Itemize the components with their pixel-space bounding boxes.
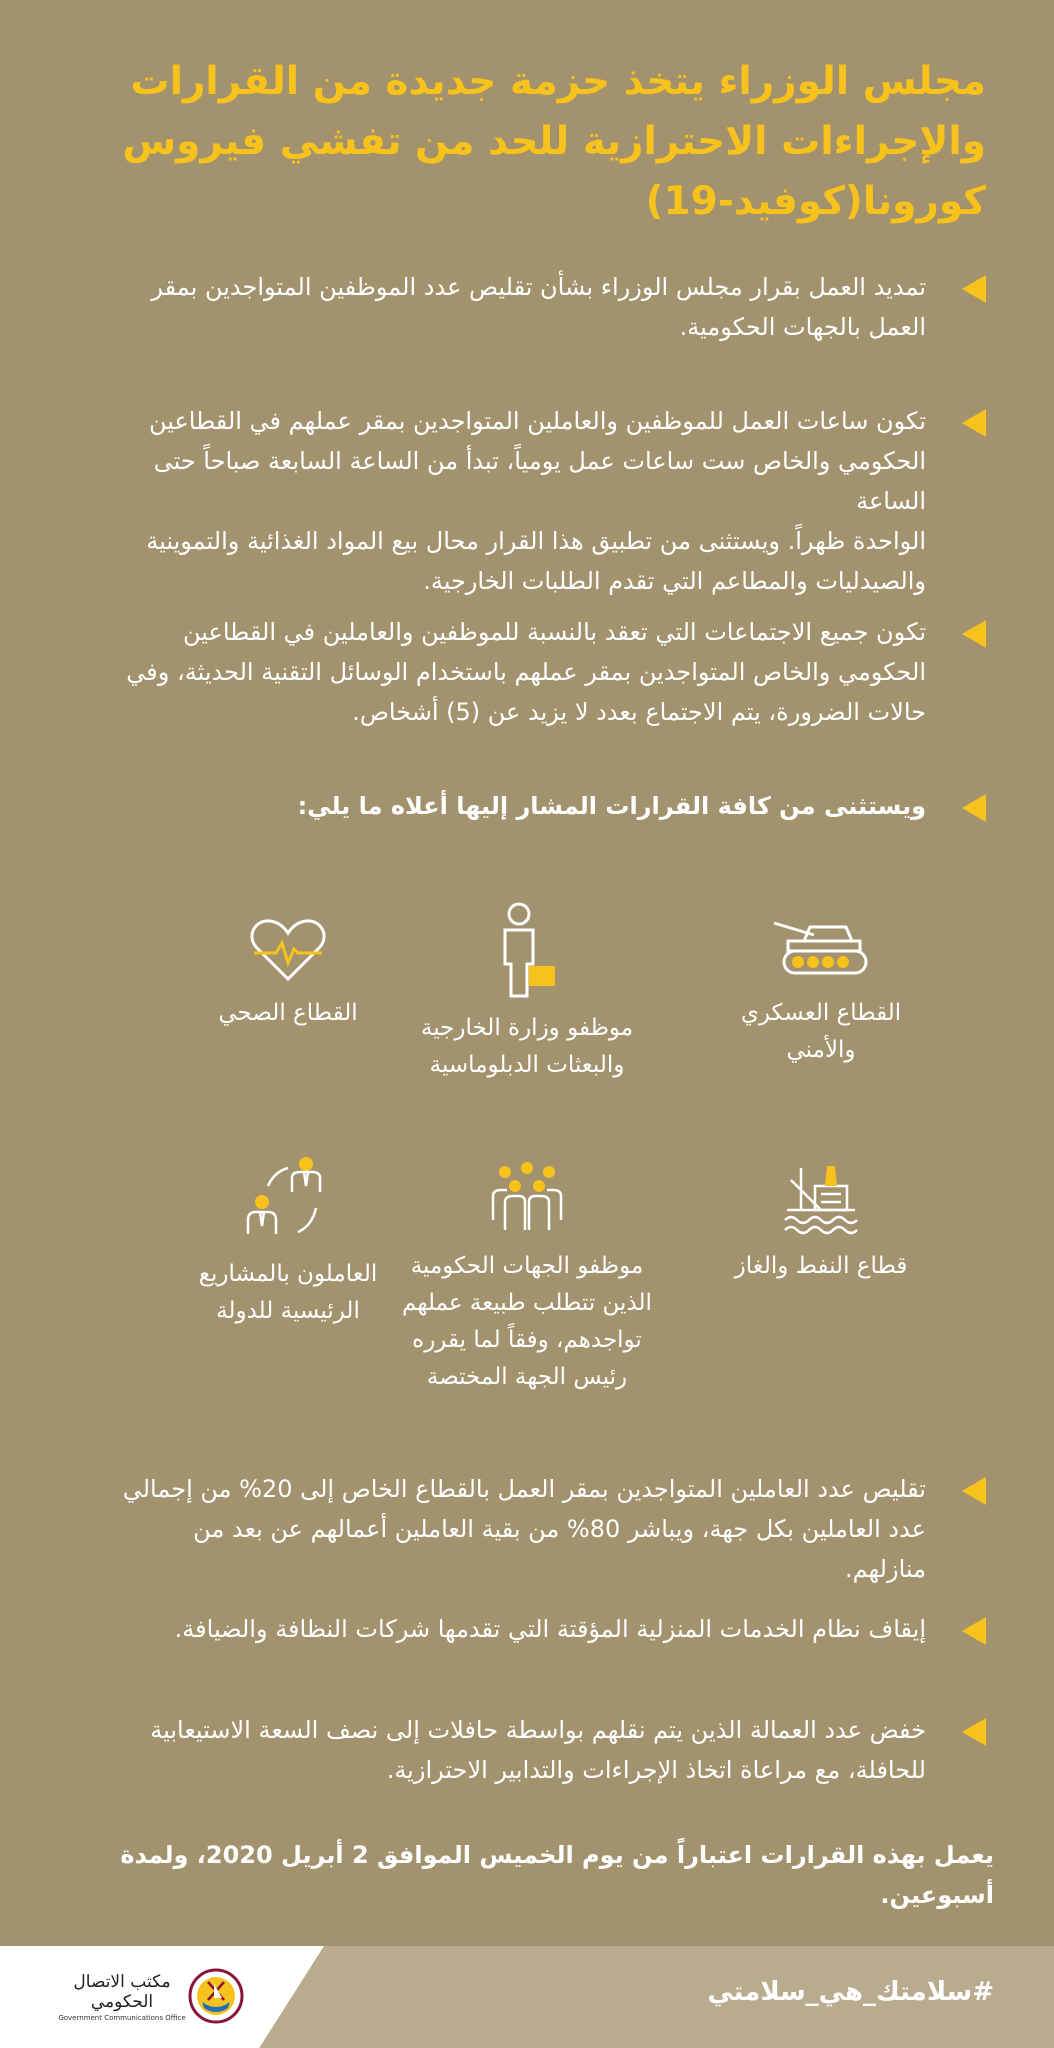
exemption-oil-gas [671, 1160, 971, 1285]
bullet-line: الحكومي والخاص ست ساعات عمل يومياً، تبدأ من الساعة السابعة صباحاً حتى الساعة [153, 447, 926, 515]
exemption-line: تواجدهم، وفقاً لما يقرره [412, 1327, 642, 1353]
exemption-label [671, 995, 971, 1069]
title-line: مجلس الوزراء يتخذ حزمة جديدة من القرارات [130, 59, 986, 104]
exemption-line: القطاع العسكري [740, 1000, 902, 1026]
bullet-line: تكون ساعات العمل للموظفين والعاملين المتواجدين بمقر عملهم في القطاعين [148, 407, 926, 435]
bullet-line: عدد العاملين بكل جهة، ويباشر 80% من بقية العاملين أعمالهم عن بعد من منازلهم. [193, 1515, 926, 1583]
decision-bullet-7 [26, 1710, 986, 1790]
oil-rig-icon [781, 1160, 861, 1238]
bullet-text [175, 1609, 926, 1649]
bullet-line: إيقاف نظام الخدمات المنزلية المؤقتة التي تقدمها شركات النظافة والضيافة. [174, 1615, 926, 1643]
decision-bullet-2 [26, 401, 986, 601]
group-icon [487, 1160, 567, 1238]
gco-logo-arabic: مكتب الاتصال الحكومي [73, 1972, 171, 2012]
heart-pulse-icon [248, 915, 328, 985]
bullet-line: الحكومي والخاص المتواجدين بمقر عملهم باستخدام الوسائل التقنية الحديثة، وفي [126, 658, 926, 686]
bullet-arrow-icon [960, 409, 986, 437]
title-line: كورونا(كوفيد-19) [645, 179, 986, 224]
decision-bullet-1 [26, 267, 986, 347]
exemption-health [138, 915, 438, 1032]
bullet-arrow-icon [960, 1477, 986, 1505]
bullet-text [106, 401, 926, 601]
bullet-line: والصيدليات والمطاعم التي تقدم الطلبات الخارجية. [423, 567, 926, 595]
bullet-arrow-icon [960, 794, 986, 822]
bullet-line: تقليص عدد العاملين المتواجدين بمقر العمل بالقطاع الخاص إلى 20% من إجمالي [122, 1475, 926, 1503]
exemption-label [138, 1256, 438, 1330]
decision-bullet-4 [26, 786, 986, 826]
bullet-line: خفض عدد العمالة الذين يتم نقلهم بواسطة حافلات إلى نصف السعة الاستيعابية [150, 1716, 926, 1744]
decision-bullet-3 [26, 612, 986, 732]
exemption-line: الرئيسية للدولة [216, 1298, 360, 1324]
bullet-text [106, 1469, 926, 1589]
bullet-text [151, 267, 926, 347]
exemption-line: والأمني [786, 1037, 856, 1063]
exemption-line: موظفو الجهات الحكومية [410, 1253, 644, 1279]
bullet-arrow-icon [960, 620, 986, 648]
bullet-line: حالات الضرورة، يتم الاجتماع بعدد لا يزيد عن (5) أشخاص. [352, 698, 926, 726]
gco-logo-english: Government Communications Office [58, 2014, 186, 2022]
exemption-line: العاملون بالمشاريع [198, 1261, 378, 1287]
bullet-line: للحافلة، مع مراعاة اتخاذ الإجراءات والتدابير الاحترازية. [386, 1756, 926, 1784]
bullet-line: تمديد العمل بقرار مجلس الوزراء بشأن تقليص عدد الموظفين المتواجدين بمقر [151, 273, 926, 301]
decision-bullet-6 [26, 1609, 986, 1649]
bullet-line: ويستثنى من كافة القرارات المشار إليها أعلاه ما يلي: [297, 792, 926, 820]
bullet-text [126, 612, 926, 732]
hashtag[interactable]: #سلامتك_هي_سلامتي [707, 1977, 994, 2007]
exemption-label [138, 995, 438, 1032]
gco-logo [58, 1972, 186, 2022]
exemption-major-projects [138, 1150, 438, 1330]
effective-date-note: يعمل بهذه القرارات اعتباراً من يوم الخميس الموافق 2 أبريل 2020، ولمدة أسبوعين. [120, 1841, 994, 1909]
exemption-military [671, 905, 971, 1069]
bullet-text [298, 786, 926, 826]
exemption-line: موظفو وزارة الخارجية [420, 1015, 634, 1041]
exemption-label [671, 1248, 971, 1285]
bullet-line: الواحدة ظهراً. ويستثنى من تطبيق هذا القرار محال بيع المواد الغذائية والتموينية [146, 527, 926, 555]
diplomat-icon [487, 900, 567, 1000]
decision-bullet-5 [26, 1469, 986, 1589]
exemption-line: قطاع النفط والغاز [734, 1253, 908, 1279]
bullet-arrow-icon [960, 1718, 986, 1746]
bullet-text [150, 1710, 926, 1790]
page-title [86, 52, 986, 232]
bullet-line: العمل بالجهات الحكومية. [679, 313, 926, 341]
bullet-arrow-icon [960, 1617, 986, 1645]
exemption-line: الذين تتطلب طبيعة عملهم [402, 1290, 652, 1316]
title-line: والإجراءات الاحترازية للحد من تفشي فيروس [122, 119, 986, 164]
tank-icon [766, 905, 876, 985]
bullet-arrow-icon [960, 275, 986, 303]
bullet-line: تكون جميع الاجتماعات التي تعقد بالنسبة للموظفين والعاملين في القطاعين [183, 618, 926, 646]
workers-exchange-icon [240, 1150, 336, 1246]
qatar-emblem-icon [188, 1968, 244, 2024]
exemption-line: القطاع الصحي [218, 1000, 358, 1026]
exemption-line: رئيس الجهة المختصة [426, 1364, 628, 1390]
exemption-line: والبعثات الدبلوماسية [429, 1052, 625, 1078]
